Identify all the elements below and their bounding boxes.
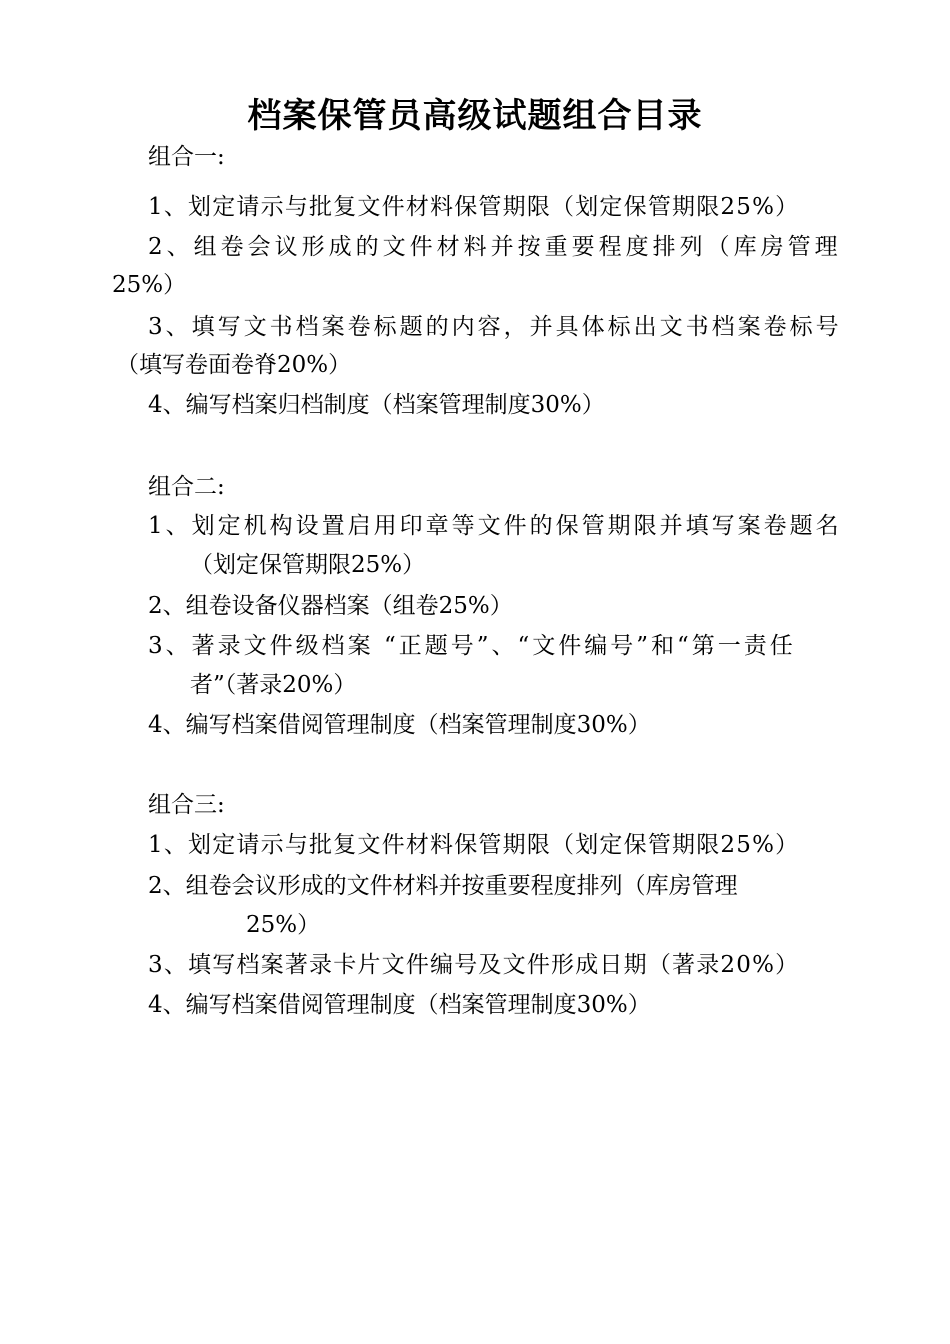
group-3-item-1: 1、划定请示与批复文件材料保管期限（划定保管期限25%） — [148, 832, 800, 858]
group-3-item-2: 2、组卷会议形成的文件材料并按重要程度排列（库房管理 — [148, 873, 738, 899]
group-2-item-4: 4、编写档案借阅管理制度（档案管理制度30%） — [148, 712, 651, 738]
group-1-heading: 组合一: — [148, 144, 225, 170]
group-3-item-3: 3、填写档案著录卡片文件编号及文件形成日期（著录20%） — [148, 952, 800, 978]
group-3-item-4: 4、编写档案借阅管理制度（档案管理制度30%） — [148, 992, 651, 1018]
group-2-item-1: 1、划定机构设置启用印章等文件的保管期限并填写案卷题名 — [148, 513, 842, 539]
group-1-item-4: 4、编写档案归档制度（档案管理制度30%） — [148, 392, 605, 418]
group-1-item-3: 3、填写文书档案卷标题的内容，并具体标出文书档案卷标号 — [148, 314, 842, 340]
group-1-item-1: 1、划定请示与批复文件材料保管期限（划定保管期限25%） — [148, 194, 800, 220]
group-3-item-2-cont: 25%） — [246, 912, 321, 938]
group-2-item-3-cont: 者”（著录20%） — [190, 672, 357, 698]
document-title: 档案保管员高级试题组合目录 — [247, 96, 703, 136]
group-1-item-2-cont: 25%） — [112, 272, 187, 298]
group-1-item-3-cont: （填写卷面卷脊20%） — [116, 352, 352, 378]
group-2-item-2: 2、组卷设备仪器档案（组卷25%） — [148, 593, 513, 619]
group-3-heading: 组合三: — [148, 792, 225, 818]
group-2-heading: 组合二: — [148, 474, 225, 500]
group-2-item-3: 3、著录文件级档案 “正题号”、“文件编号”和“第一责任 — [148, 633, 796, 659]
group-2-item-1-cont: （划定保管期限25%） — [190, 552, 426, 578]
group-1-item-2: 2、组卷会议形成的文件材料并按重要程度排列（库房管理 — [148, 234, 842, 260]
